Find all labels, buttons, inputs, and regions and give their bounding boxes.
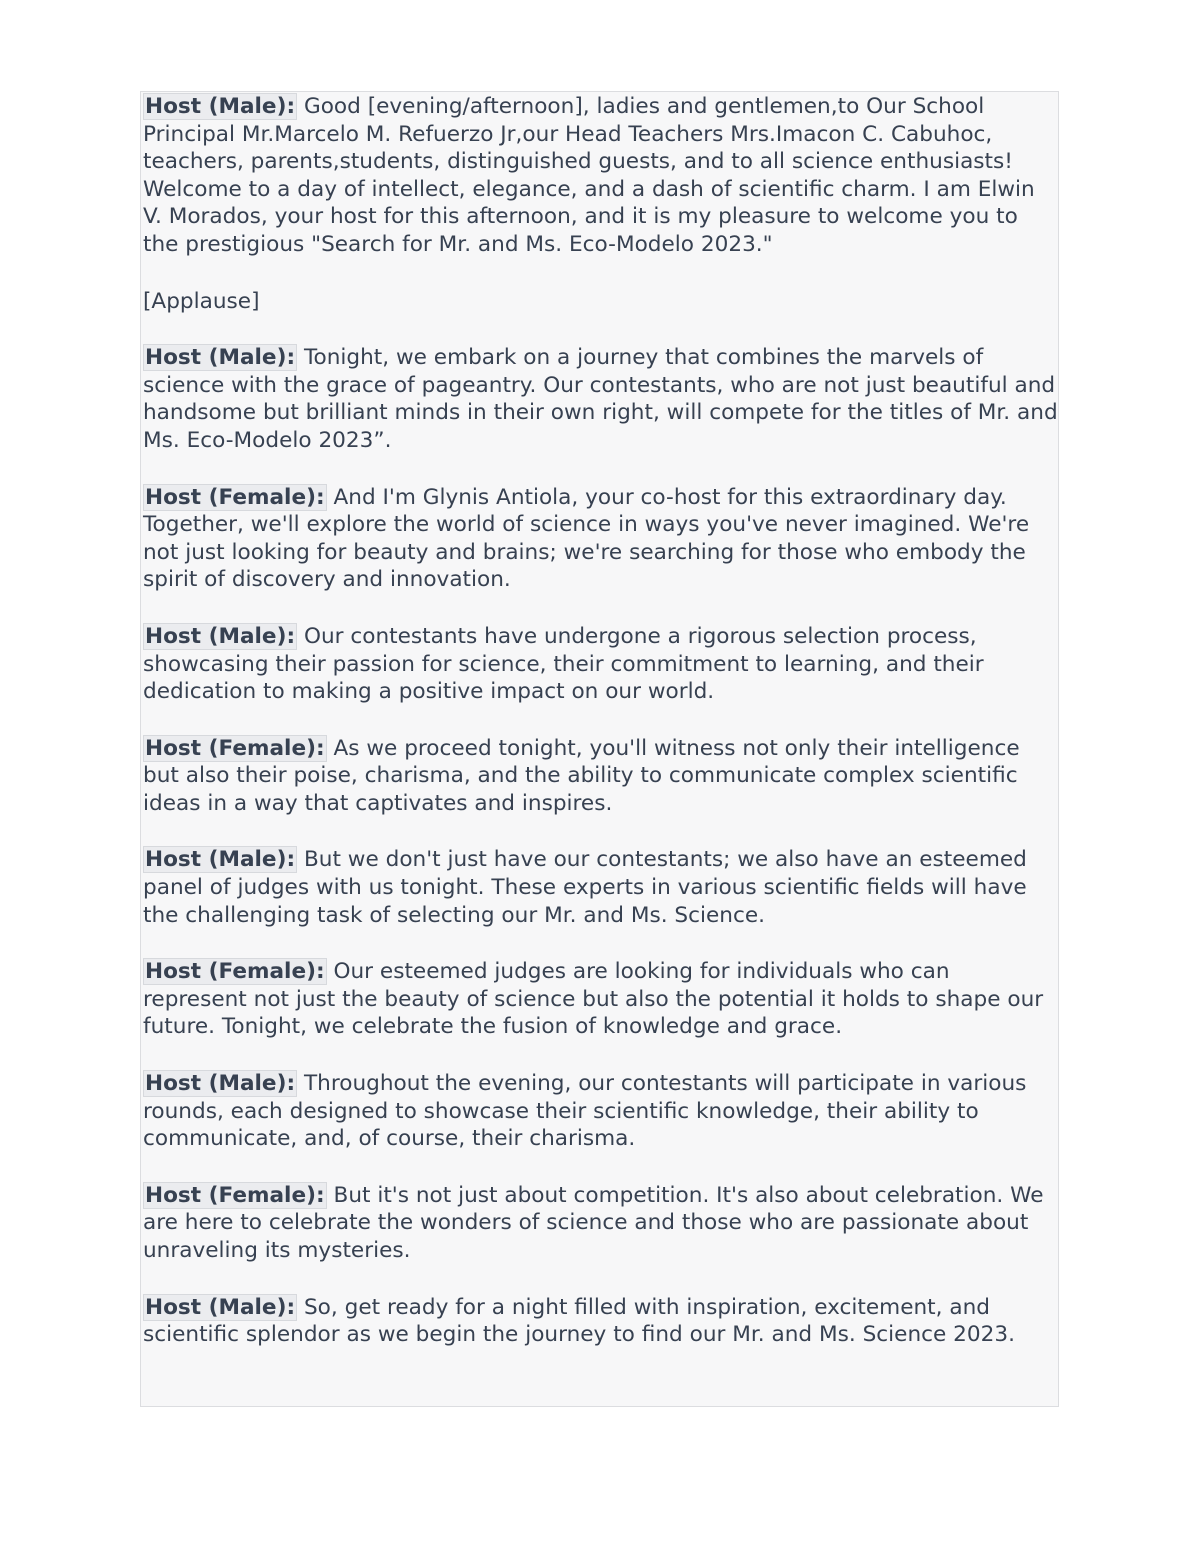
stage-direction-text: [Applause] bbox=[143, 288, 260, 314]
speaker-label: Host (Male): bbox=[145, 623, 296, 649]
stage-direction bbox=[143, 288, 1058, 316]
script-paragraph bbox=[143, 735, 1058, 818]
script-paragraph bbox=[143, 1182, 1058, 1265]
script-paragraph bbox=[143, 1294, 1058, 1349]
dialogue-text: But it's not just about competition. It's also about celebration. We are here to celebrate the wonders of science and those who are passionate about unraveling its mysteries. bbox=[143, 1182, 1044, 1263]
script-text-box bbox=[140, 91, 1059, 1407]
script-paragraph bbox=[143, 623, 1058, 706]
dialogue-text: Tonight, we embark on a journey that combines the marvels of science with the grace of pageantry. Our contestants, who are not just beautiful and handsome but brilliant minds in their own right, will compete for the titles of Mr. and Ms. Eco-Modelo 2023”. bbox=[143, 345, 1058, 453]
speaker-label: Host (Male): bbox=[145, 1071, 296, 1097]
speaker-label: Host (Male): bbox=[145, 1294, 296, 1320]
dialogue-text: Our esteemed judges are looking for individuals who can represent not just the beauty of science but also the potential it holds to shape our future. Tonight, we celebrate the fusion of knowledge and grace. bbox=[143, 959, 1044, 1040]
script-paragraph bbox=[143, 344, 1058, 454]
speaker-label: Host (Female): bbox=[145, 484, 325, 510]
script-paragraph bbox=[143, 484, 1058, 594]
speaker-label: Host (Female): bbox=[145, 735, 325, 761]
dialogue-text: But we don't just have our contestants; we also have an esteemed panel of judges with us tonight. These experts in various scientific fields will have the challenging task of selecting our Mr. and Ms. Science. bbox=[143, 847, 1027, 928]
speaker-label: Host (Female): bbox=[145, 1182, 325, 1208]
dialogue-text: So, get ready for a night filled with inspiration, excitement, and scientific splendor as we begin the journey to find our Mr. and Ms. Science 2023. bbox=[143, 1294, 1015, 1348]
speaker-label: Host (Female): bbox=[145, 959, 325, 985]
dialogue-text: Good [evening/afternoon], ladies and gentlemen,to Our School Principal Mr.Marcelo M. Refuerzo Jr,our Head Teachers Mrs.Imacon C. Cabuhoc, teachers, parents,students, distinguished guests, and to all science enthusiasts! Welcome to a day of intellect, elegance, and a dash of scientific charm. I am Elwin V. Morados, your host for this afternoon, and it is my pleasure to welcome you to the prestigious "Search for Mr. and Ms. Eco-Modelo 2023." bbox=[143, 94, 1035, 257]
dialogue-text: Throughout the evening, our contestants will participate in various rounds, each designed to showcase their scientific knowledge, their ability to communicate, and, of course, their charisma. bbox=[143, 1071, 1027, 1152]
script-paragraph bbox=[143, 93, 1058, 259]
dialogue-text: Our contestants have undergone a rigorous selection process, showcasing their passion for science, their commitment to learning, and their dedication to making a positive impact on our world. bbox=[143, 623, 984, 705]
script-paragraph bbox=[143, 846, 1058, 929]
script-paragraph bbox=[143, 1070, 1058, 1153]
dialogue-text: As we proceed tonight, you'll witness not only their intelligence but also their poise, charisma, and the ability to communicate complex scientific ideas in a way that captivates and inspires. bbox=[143, 735, 1020, 816]
speaker-label: Host (Male): bbox=[145, 847, 296, 873]
dialogue-text: And I'm Glynis Antiola, your co-host for this extraordinary day. Together, we'll explore the world of science in ways you've never imagined. We're not just looking for beauty and brains; we're searching for those who embody the spirit of discovery and innovation. bbox=[143, 484, 1030, 593]
script-paragraph bbox=[143, 958, 1058, 1041]
speaker-label: Host (Male): bbox=[145, 345, 296, 371]
speaker-label: Host (Male): bbox=[145, 94, 296, 119]
